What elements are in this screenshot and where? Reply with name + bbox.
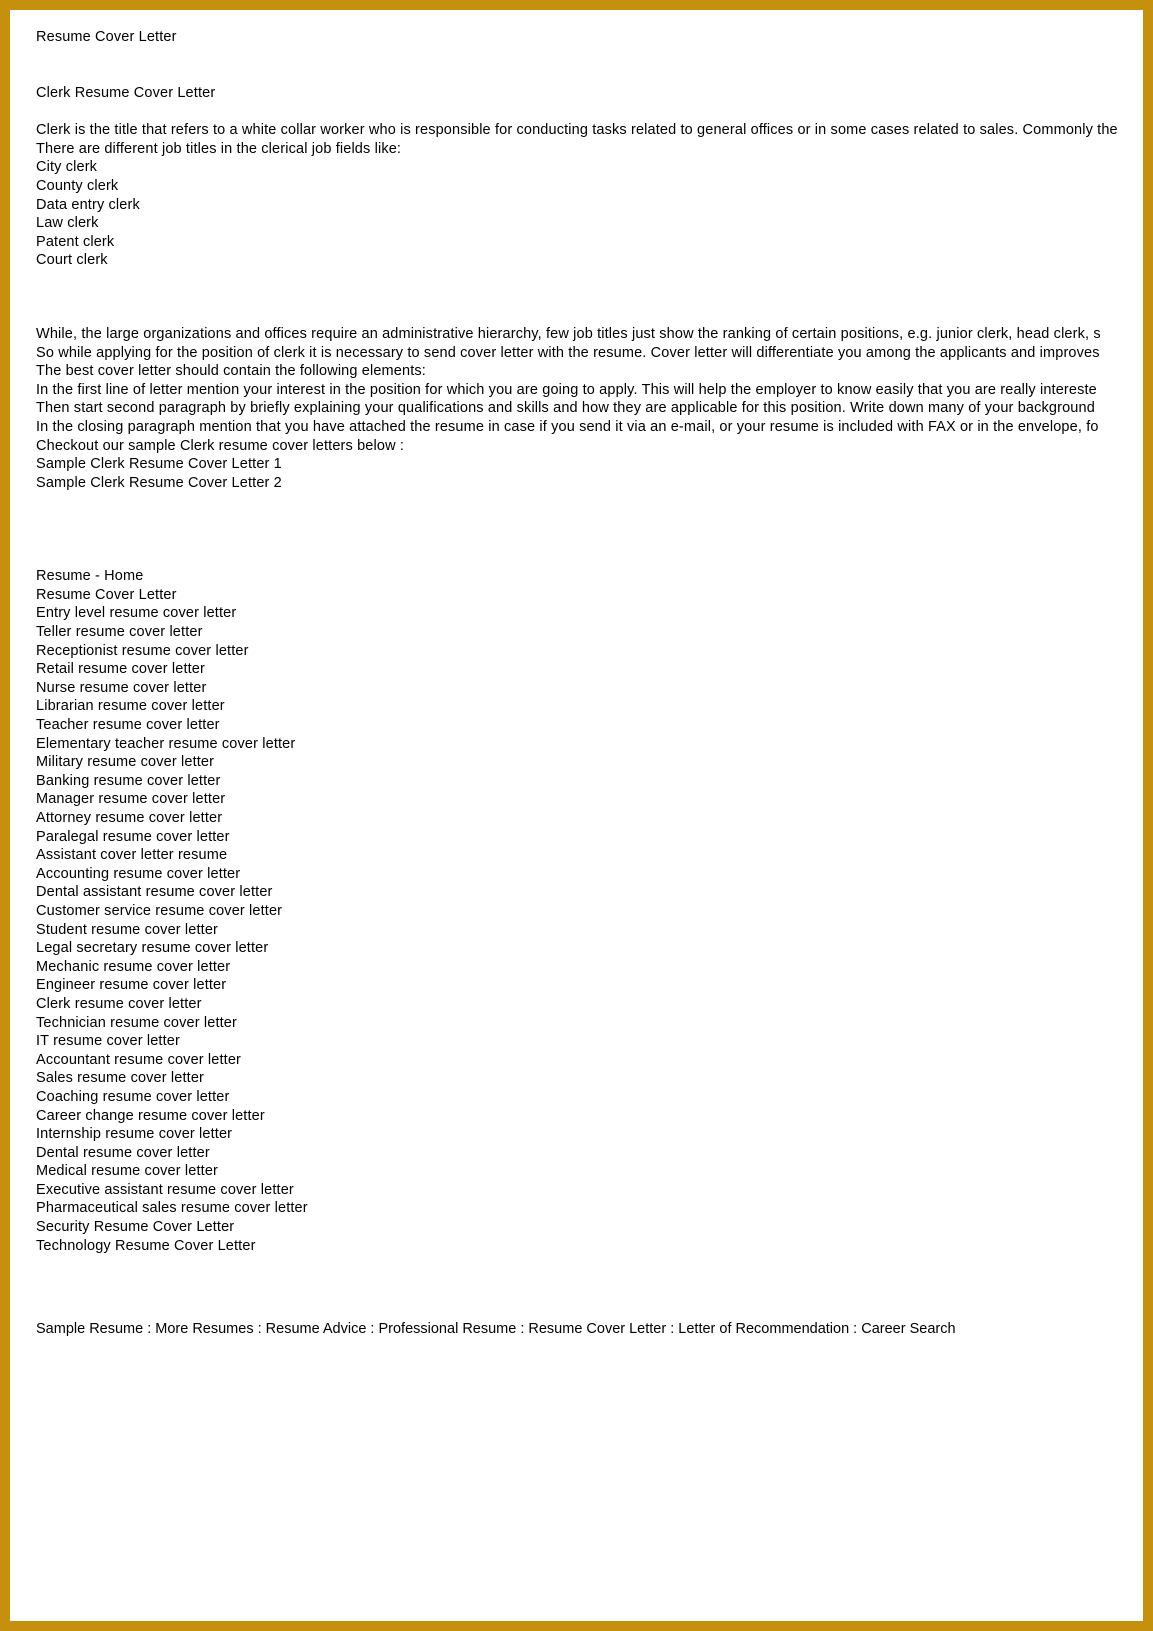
spacer <box>36 548 1143 567</box>
list-item[interactable]: Technology Resume Cover Letter <box>36 1237 256 1254</box>
intro-line: There are different job titles in the clerical job fields like: <box>36 140 402 157</box>
list-item[interactable]: Resume Cover Letter <box>36 586 177 603</box>
body-line: So while applying for the position of clerk it is necessary to send cover letter with the resume. Cover letter will differentiate you among the applicants and improves <box>36 344 1100 361</box>
list-item[interactable]: Internship resume cover letter <box>36 1126 233 1143</box>
list-item[interactable]: Career change resume cover letter <box>36 1107 265 1124</box>
list-item[interactable]: Elementary teacher resume cover letter <box>36 735 296 752</box>
list-item[interactable]: Resume - Home <box>36 568 144 585</box>
job-titles-list <box>36 158 1143 270</box>
document-content <box>36 18 1143 1339</box>
body-line: Checkout our sample Clerk resume cover letters below : <box>36 437 405 454</box>
list-item[interactable]: Attorney resume cover letter <box>36 810 223 826</box>
list-item[interactable]: Librarian resume cover letter <box>36 698 225 715</box>
sample-link[interactable]: Sample Clerk Resume Cover Letter 2 <box>36 474 282 491</box>
article-heading: Clerk Resume Cover Letter <box>36 84 216 101</box>
spacer <box>36 492 1143 548</box>
list-item[interactable]: Accounting resume cover letter <box>36 865 241 882</box>
job-title-item[interactable]: Patent clerk <box>36 233 115 250</box>
intro-paragraph <box>36 121 1143 158</box>
spacer <box>36 102 1143 121</box>
spacer <box>36 47 1143 84</box>
list-item[interactable]: Mechanic resume cover letter <box>36 958 231 975</box>
body-line: In the closing paragraph mention that you have attached the resume in case if you send it via an e-mail, or your resume is included with FAX or in the envelope, fo <box>36 418 1099 435</box>
list-item[interactable]: Paralegal resume cover letter <box>36 828 230 845</box>
list-item[interactable]: Military resume cover letter <box>36 754 215 771</box>
list-item[interactable]: Coaching resume cover letter <box>36 1088 230 1105</box>
list-item[interactable]: Accountant resume cover letter <box>36 1051 242 1068</box>
list-item[interactable]: Assistant cover letter resume <box>36 847 228 864</box>
list-item[interactable]: Dental resume cover letter <box>36 1144 210 1161</box>
list-item[interactable]: Engineer resume cover letter <box>36 977 227 994</box>
list-item[interactable]: Medical resume cover letter <box>36 1163 219 1180</box>
footer-nav[interactable]: Sample Resume : More Resumes : Resume Advice : Professional Resume : Resume Cover Letter : Letter of Recommendation : Career Search <box>36 1321 956 1338</box>
list-item[interactable]: Security Resume Cover Letter <box>36 1219 235 1236</box>
list-item[interactable]: Technician resume cover letter <box>36 1014 237 1031</box>
body-paragraph <box>36 325 1143 455</box>
list-item[interactable]: Sales resume cover letter <box>36 1070 205 1087</box>
related-links-list <box>36 567 1143 1255</box>
list-item[interactable]: IT resume cover letter <box>36 1033 180 1050</box>
list-item[interactable]: Retail resume cover letter <box>36 661 205 678</box>
page-title: Resume Cover Letter <box>36 29 177 45</box>
list-item[interactable]: Clerk resume cover letter <box>36 995 202 1012</box>
spacer <box>36 270 1143 325</box>
spacer <box>36 1311 1143 1320</box>
job-title-item[interactable]: City clerk <box>36 159 98 176</box>
list-item[interactable]: Manager resume cover letter <box>36 791 226 808</box>
spacer <box>36 1255 1143 1311</box>
list-item[interactable]: Executive assistant resume cover letter <box>36 1181 294 1198</box>
job-title-item[interactable]: Data entry clerk <box>36 196 140 213</box>
list-item[interactable]: Pharmaceutical sales resume cover letter <box>36 1200 308 1217</box>
body-line: In the first line of letter mention your interest in the position for which you are going to apply. This will help the employer to know easily that you are really intereste <box>36 381 1097 398</box>
job-title-item[interactable]: Court clerk <box>36 252 108 269</box>
list-item[interactable]: Banking resume cover letter <box>36 772 221 789</box>
list-item[interactable]: Legal secretary resume cover letter <box>36 940 269 957</box>
body-line: The best cover letter should contain the following elements: <box>36 363 426 380</box>
body-line: Then start second paragraph by briefly explaining your qualifications and skills and how they are applicable for this position. Write down many of your background <box>36 400 1095 417</box>
list-item[interactable]: Teacher resume cover letter <box>36 717 220 734</box>
list-item[interactable]: Teller resume cover letter <box>36 624 203 641</box>
job-title-item[interactable]: County clerk <box>36 177 119 194</box>
document-sheet <box>10 10 1143 1621</box>
intro-line: Clerk is the title that refers to a white collar worker who is responsible for conducting tasks related to general offices or in some cases related to sales. Commonly the <box>36 122 1118 139</box>
list-item[interactable]: Dental assistant resume cover letter <box>36 884 273 901</box>
job-title-item[interactable]: Law clerk <box>36 215 99 232</box>
list-item[interactable]: Entry level resume cover letter <box>36 605 237 622</box>
sample-links-list <box>36 455 1143 492</box>
list-item[interactable]: Customer service resume cover letter <box>36 902 283 919</box>
body-line: While, the large organizations and offices require an administrative hierarchy, few job titles just show the ranking of certain positions, e.g. junior clerk, head clerk, s <box>36 325 1101 342</box>
sample-link[interactable]: Sample Clerk Resume Cover Letter 1 <box>36 456 282 473</box>
list-item[interactable]: Nurse resume cover letter <box>36 679 207 696</box>
list-item[interactable]: Receptionist resume cover letter <box>36 642 249 659</box>
list-item[interactable]: Student resume cover letter <box>36 921 219 938</box>
